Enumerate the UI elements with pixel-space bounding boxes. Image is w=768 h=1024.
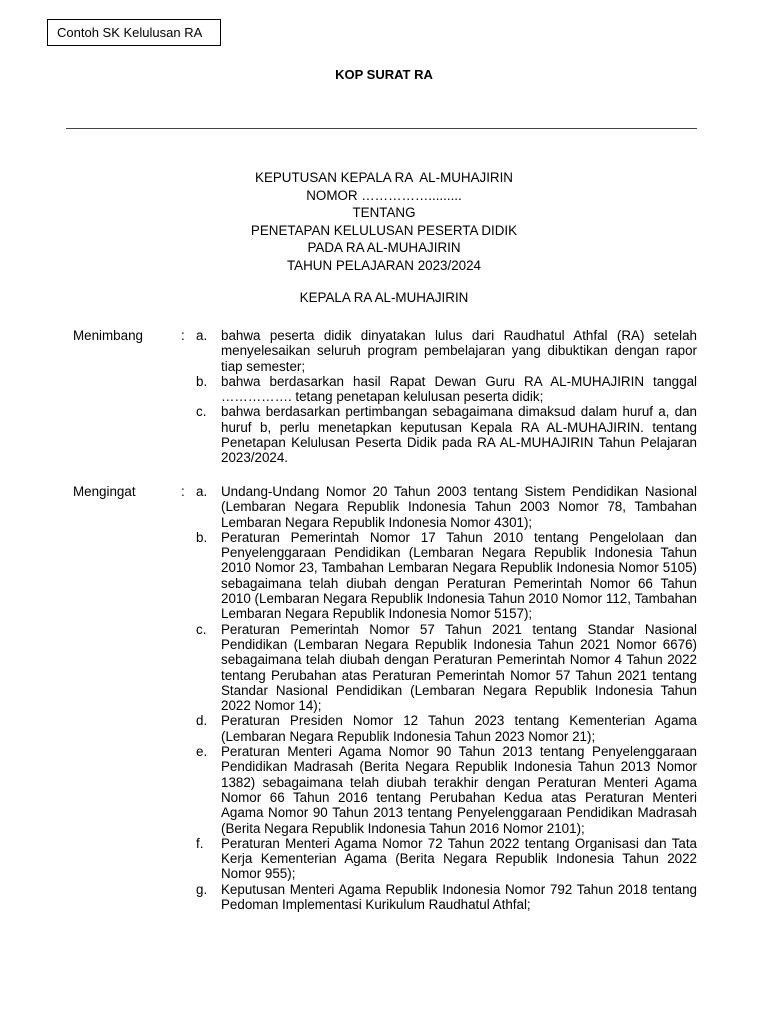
mengingat-item <box>0 622 768 714</box>
item-letter: g. <box>196 881 208 897</box>
item-text: Keputusan Menteri Agama Republik Indonesia Nomor 792 Tahun 2018 tentang Pedoman Implementasi Kurikulum Raudhatul Athfal; <box>221 881 697 913</box>
mengingat-item <box>0 530 768 622</box>
item-text: Peraturan Pemerintah Nomor 17 Tahun 2010 tentang Pengelolaan dan Penyelenggaraan Pendidikan (Lembaran Negara Republik Indonesia Tahun 2010 Nomor 23, Tambahan Lembaran Negara Republik Indonesia Nomor 5105) sebagaimana telah diubah dengan Peraturan Pemerintah Nomor 66 Tahun 2010 (Lembaran Negara Republik Indonesia Tahun 2010 Nomor 112, Tambahan Lembaran Negara Republik Indonesia Nomor 5157); <box>221 529 697 622</box>
item-letter: d. <box>196 713 208 729</box>
mengingat-item <box>0 744 768 836</box>
heading-line: TAHUN PELAJARAN 2023/2024 <box>286 257 481 273</box>
heading-line: KEPUTUSAN KEPALA RA AL-MUHAJIRIN <box>255 170 513 185</box>
item-text: bahwa berdasarkan pertimbangan sebagaimana dimaksud dalam huruf a, dan huruf b, perlu menetapkan keputusan Kepala RA AL-MUHAJIRIN. tentang Penetapan Kelulusan Peserta Didik pada RA AL-MUHAJIRIN Tahun Pelajaran 2023/2024. <box>221 404 697 466</box>
mengingat-item <box>0 882 768 913</box>
mengingat-colon: : <box>181 484 185 499</box>
decree-heading <box>0 169 768 274</box>
mengingat-label: Mengingat <box>73 484 136 499</box>
issuer-title: KEPALA RA AL-MUHAJIRIN <box>299 290 469 305</box>
item-text: bahwa berdasarkan hasil Rapat Dewan Guru RA AL-MUHAJIRIN tanggal ……………. tetang penetapan kelulusan peserta didik; <box>221 373 697 405</box>
menimbang-item <box>0 374 768 405</box>
heading-line: PENETAPAN KELULUSAN PESERTA DIDIK <box>250 222 518 238</box>
menimbang-item <box>0 328 768 374</box>
mengingat-item <box>0 713 768 744</box>
item-text: Peraturan Pemerintah Nomor 57 Tahun 2021 tentang Standar Nasional Pendidikan (Lembaran Negara Republik Indonesia Tahun 2021 Nomor 6676) sebagaimana telah diubah dengan Peraturan Pemerintah Nomor 4 Tahun 2022 tentang Perubahan atas Peraturan Pemerintah Nomor 57 Tahun 2021 tentang Standar Nasional Pendidikan (Lembaran Negara Republik Indonesia Tahun 2022 Nomor 14); <box>221 621 697 714</box>
heading-line: NOMOR ……………......... <box>306 187 462 203</box>
item-letter: b. <box>196 373 208 389</box>
document-label-box: Contoh SK Kelulusan RA <box>47 19 221 46</box>
item-text: bahwa peserta didik dinyatakan lulus dari Raudhatul Athfal (RA) setelah menyelesaikan seluruh program pembelajaran yang dibuktikan dengan rapor tiap semester; <box>221 328 697 374</box>
item-letter: a. <box>196 484 208 499</box>
item-text: Peraturan Menteri Agama Nomor 72 Tahun 2022 tentang Organisasi dan Tata Kerja Kementerian Agama (Berita Negara Republik Indonesia Tahun 2022 Nomor 955); <box>221 835 697 882</box>
item-text: Peraturan Menteri Agama Nomor 90 Tahun 2013 tentang Penyelenggaraan Pendidikan Madrasah (Berita Negara Republik Indonesia Tahun 2013 Nomor 1382) sebagaimana telah diubah terakhir dengan Peraturan Menteri Agama Nomor 66 Tahun 2016 tentang Perubahan Kedua atas Peraturan Menteri Agama Nomor 90 Tahun 2013 tentang Penyelenggaraan Pendidikan Madrasah (Berita Negara Republik Indonesia Tahun 2016 Nomor 2101); <box>221 744 697 836</box>
mengingat-item <box>0 836 768 882</box>
menimbang-item <box>0 404 768 465</box>
letterhead-title: KOP SURAT RA <box>335 67 433 82</box>
heading-line: TENTANG <box>352 205 416 220</box>
item-text: Peraturan Presiden Nomor 12 Tahun 2023 tentang Kementerian Agama (Lembaran Negara Republik Indonesia Tahun 2023 Nomor 21); <box>221 713 697 744</box>
menimbang-colon: : <box>181 328 185 343</box>
item-text: Undang-Undang Nomor 20 Tahun 2003 tentang Sistem Pendidikan Nasional (Lembaran Negara Republik Indonesia Tahun 2003 Nomor 78, Tambahan Lembaran Negara Republik Indonesia Nomor 4301); <box>221 484 697 530</box>
item-letter: c. <box>196 621 207 637</box>
item-letter: f. <box>196 835 204 851</box>
item-letter: e. <box>196 744 208 760</box>
heading-line: PADA RA AL-MUHAJIRIN <box>307 240 461 255</box>
letterhead-divider <box>66 128 697 129</box>
mengingat-item <box>0 484 768 530</box>
menimbang-label: Menimbang <box>73 328 143 343</box>
item-letter: b. <box>196 529 208 545</box>
item-letter: a. <box>196 328 208 343</box>
item-letter: c. <box>196 404 207 420</box>
mengingat-section <box>0 484 768 912</box>
menimbang-section <box>0 328 768 466</box>
